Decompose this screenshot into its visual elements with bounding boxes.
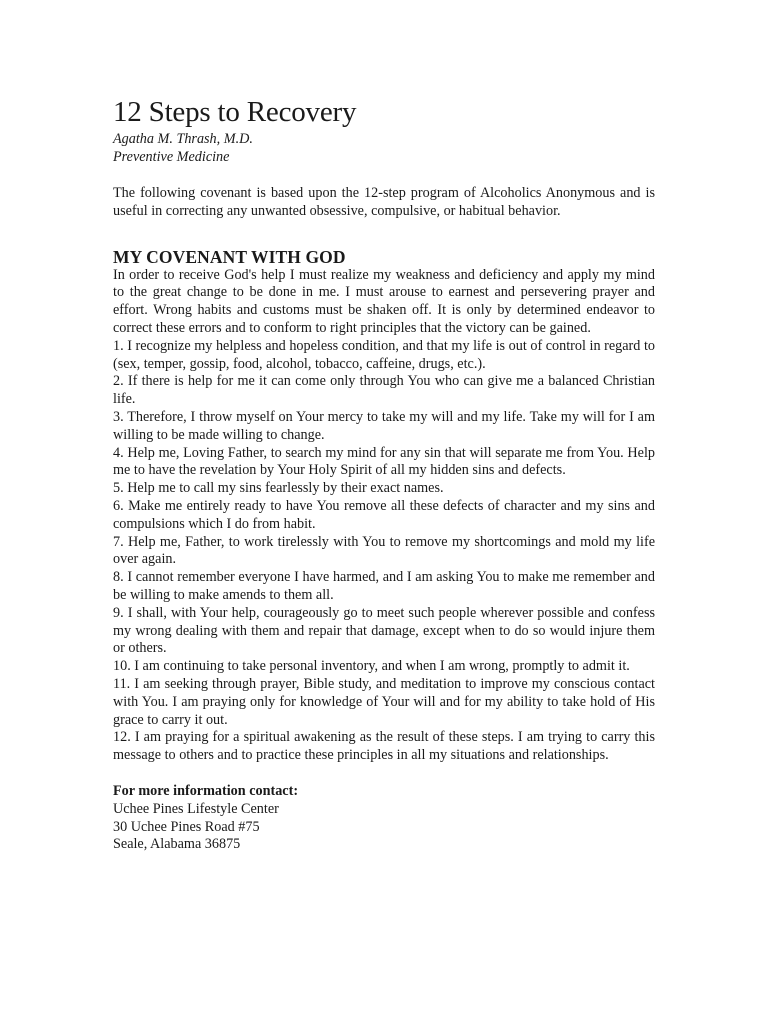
step-item: 3. Therefore, I throw myself on Your mercy to take my will and my life. Take my will for I am willing to be made willing to change. [113,408,655,443]
author-name: Agatha M. Thrash, M.D. [113,131,253,147]
section-heading: MY COVENANT WITH GOD [113,246,346,267]
step-item: 10. I am continuing to take personal inventory, and when I am wrong, promptly to admit it. [113,658,630,675]
contact-street-address: 30 Uchee Pines Road #75 [113,818,260,835]
document-page [113,94,655,854]
contact-city-state-zip: Seale, Alabama 36875 [113,836,241,853]
step-item: 4. Help me, Loving Father, to search my mind for any sin that will separate me from You. Help me to have the revelation by Your Holy Spirit of all my hidden sins and defects. [113,444,655,479]
contact-block [113,783,655,854]
step-item: 8. I cannot remember everyone I have harmed, and I am asking You to make me remember and be willing to make amends to them all. [113,569,655,603]
step-item: 9. I shall, with Your help, courageously go to meet such people wherever possible and confess my wrong dealing with them and repair that damage, except when to do so would injure them or others. [113,604,655,657]
contact-organization: Uchee Pines Lifestyle Center [113,800,279,817]
step-item: 5. Help me to call my sins fearlessly by their exact names. [113,480,444,497]
step-item: 11. I am seeking through prayer, Bible study, and meditation to improve my conscious contact with You. I am praying only for knowledge of Your will and for my ability to take hold of His grace to carry it out. [113,675,655,728]
step-item: 12. I am praying for a spiritual awakening as the result of these steps. I am trying to carry this message to others and to practice these principles in all my situations and relationships. [113,729,655,764]
intro-paragraph: The following covenant is based upon the 12-step program of Alcoholics Anonymous and is useful in correcting any unwanted obsessive, compulsive, or habitual behavior. [113,185,655,219]
step-item: 7. Help me, Father, to work tirelessly with You to remove my shortcomings and mold my life over again. [113,533,655,568]
step-item: 2. If there is help for me it can come only through You who can give me a balanced Christian life. [113,373,655,408]
contact-heading: For more information contact: [113,782,299,799]
preface-paragraph: In order to receive God's help I must realize my weakness and deficiency and apply my mind to the great change to be done in me. I must arouse to earnest and persevering prayer and effort. Wrong habits and customs must be shaken off. It is only by determined endeavor to correct these errors and to conform to right principles that the victory can be gained. [113,266,655,336]
steps-list [113,338,655,765]
step-item: 1. I recognize my helpless and hopeless condition, and that my life is out of control in regard to (sex, temper, gossip, food, alcohol, tobacco, caffeine, drugs, etc.). [113,337,655,372]
document-title: 12 Steps to Recovery [113,96,357,128]
step-item: 6. Make me entirely ready to have You remove all these defects of character and my sins and compulsions which I do from habit. [113,497,655,532]
author-department: Preventive Medicine [113,149,230,165]
